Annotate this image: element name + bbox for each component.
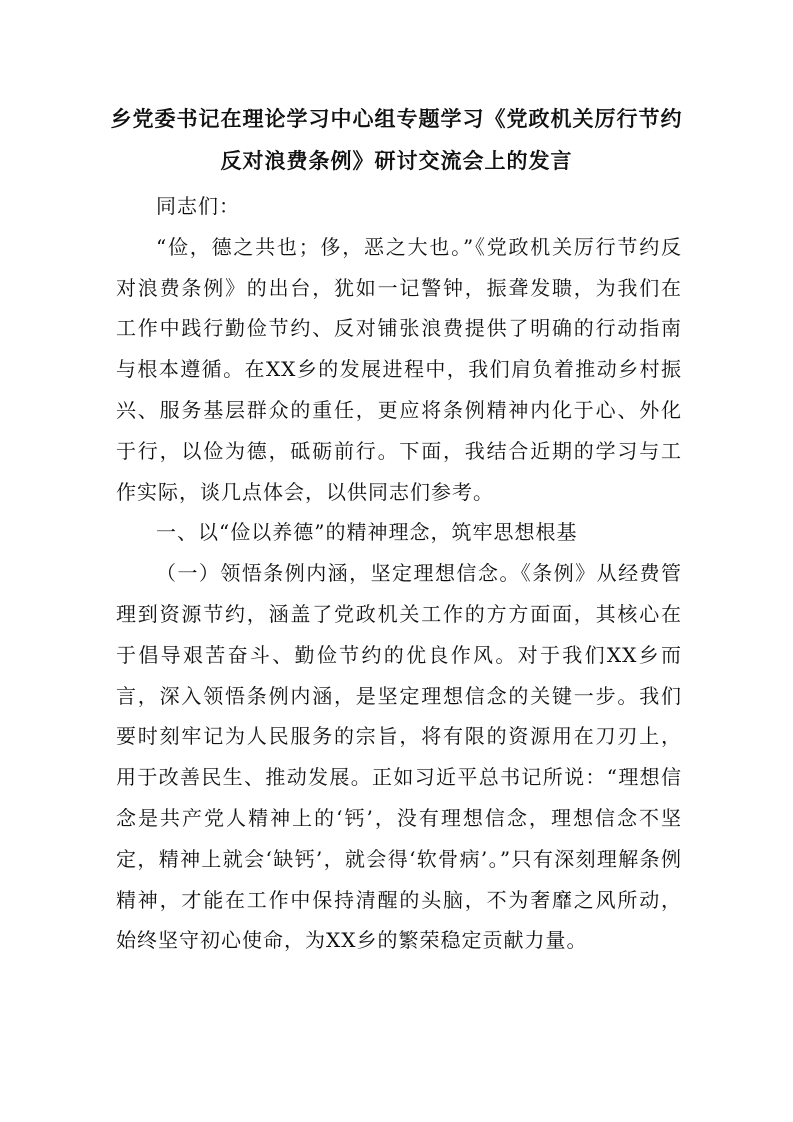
paragraph-section-1-1: （一）领悟条例内涵，坚定理想信念。《条例》从经费管理到资源节约，涵盖了党政机关工作的方方面面，其核心在于倡导艰苦奋斗、勤俭节约的优良作风。对于我们XX乡而言，深入领悟条例内涵，是坚定理想信念的关键一步。我们要时刻牢记为人民服务的宗旨，将有限的资源用在刀刃上，用于改善民生、推动发展。正如习近平总书记所说：“理想信念是共产党人精神上的‘钙’，没有理想信念，理想信念不坚定，精神上就会‘缺钙’，就会得‘软骨病’。”只有深刻理解条例精神，才能在工作中保持清醒的头脑，不为奢靡之风所动，始终坚守初心使命，为XX乡的繁荣稳定贡献力量。 — [116, 561, 682, 953]
paragraph-opening: “俭，德之共也；侈，恶之大也。”《党政机关厉行节约反对浪费条例》的出台，犹如一记警钟，振聋发聩，为我们在工作中践行勤俭节约、反对铺张浪费提供了明确的行动指南与根本遵循。在XX乡的发展进程中，我们肩负着推动乡村振兴、服务基层群众的重任，更应将条例精神内化于心、外化于行，以俭为德，砥砺前行。下面，我结合近期的学习与工作实际，谈几点体会，以供同志们参考。 — [116, 234, 682, 504]
section-heading-1: 一、以“俭以养德”的精神理念，筑牢思想根基 — [156, 520, 578, 545]
document-title-line-2: 反对浪费条例》研讨交流会上的发言 — [220, 148, 573, 173]
document-title-line-1: 乡党委书记在理论学习中心组专题学习《党政机关厉行节约 — [110, 106, 683, 131]
salutation: 同志们： — [156, 194, 240, 218]
document-body — [116, 186, 682, 961]
